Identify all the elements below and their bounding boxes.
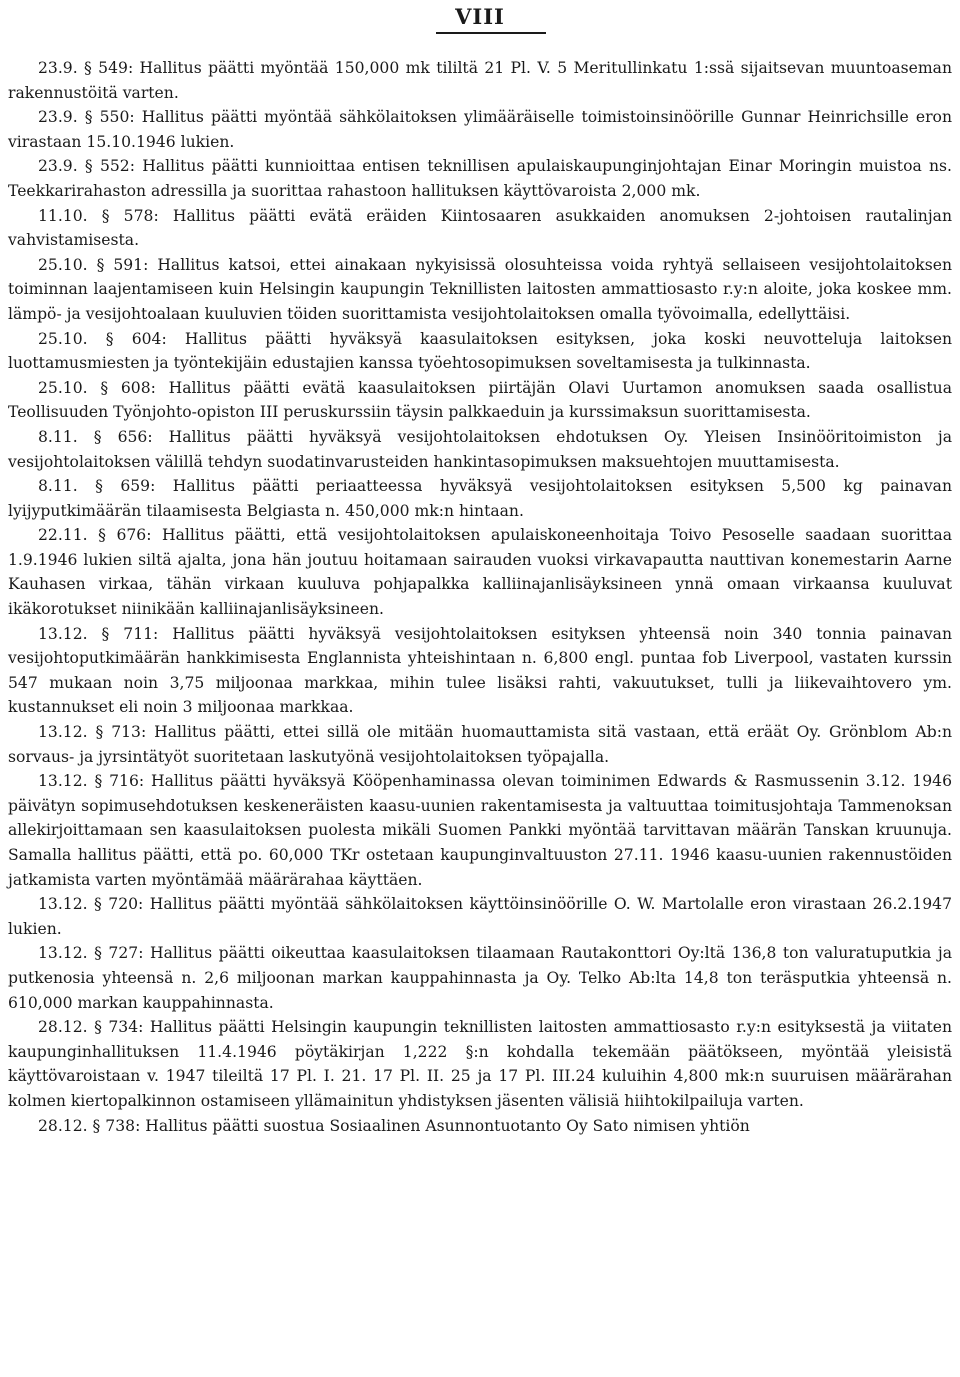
entry-paragraph: 11.10. § 578: Hallitus päätti evätä eräiden Kiintosaaren asukkaiden anomuksen 2-johtoisen rautalinjan vahvistamisesta. — [8, 206, 952, 250]
entry-paragraph: 25.10. § 591: Hallitus katsoi, ettei ainakaan nykyisissä olosuhteissa voida ryhtyä sellaiseen vesijohtolaitoksen toiminnan laajentamiseen kuin Helsingin kaupungin Teknillisten laitosten ammattiosasto r.y:n aloite, joka koskee mm. lämpö- ja vesijohtoalaan kuuluvien töiden suorittamista vesijohtolaitoksen omalla työvoimalla, edellyttäisi. — [8, 255, 952, 323]
entries-list — [8, 56, 952, 1138]
entry-paragraph: 28.12. § 738: Hallitus päätti suostua Sosiaalinen Asunnontuotanto Oy Sato nimisen yhtiön — [38, 1116, 750, 1135]
entry-paragraph: 8.11. § 659: Hallitus päätti periaatteessa hyväksyä vesijohtolaitoksen esityksen 5,500 kg painavan lyijyputkimäärän tilaamisesta Belgiasta n. 450,000 mk:n hintaan. — [8, 477, 952, 520]
entry-paragraph: 8.11. § 656: Hallitus päätti hyväksyä vesijohtolaitoksen ehdotuksen Oy. Yleisen Insinööritoimiston ja vesijohtolaitoksen välillä tehdyn suodatinvarusteiden hankintasopimuksen maksuehtojen muuttamisesta. — [8, 427, 952, 471]
entry-paragraph: 25.10. § 608: Hallitus päätti evätä kaasulaitoksen piirtäjän Olavi Uurtamon anomuksen saada osallistua Teollisuuden Työnjohto-opiston III peruskurssiin täysin palkkaeduin ja kurssimaksun suorittamisesta. — [8, 378, 952, 422]
entry-paragraph: 22.11. § 676: Hallitus päätti, että vesijohtolaitoksen apulaiskoneenhoitaja Toivo Pesoselle saadaan suorittaa 1.9.1946 lukien siltä ajalta, jona hän joutuu hoitamaan sairauden vuoksi virkavapautta nauttivan konemestarin Aarne Kauhasen virkaa, tähän virkaan kuuluva pohjapalkka kalliinajanlisäyksineen ynnä omaan virkaansa kuuluvat ikäkorotukset niinikään kalliinajanlisäyksineen. — [8, 526, 952, 619]
page-number: VIII — [455, 4, 505, 29]
header-rule — [436, 32, 546, 34]
entry-paragraph: 23.9. § 552: Hallitus päätti kunnioittaa entisen teknillisen apulaiskaupunginjohtajan Einar Moringin muistoa ns. Teekkarirahaston adressilla ja suorittaa rahastoon hallituksen käyttövaroista 2,000 mk. — [8, 157, 952, 200]
entry-paragraph: 13.12. § 713: Hallitus päätti, ettei sillä ole mitään huomauttamista sitä vastaan, että eräät Oy. Grönblom Ab:n sorvaus- ja jyrsintätyöt suoritetaan laskutyönä vesijohtolaitoksen työpajalla. — [8, 723, 952, 766]
entry-paragraph: 13.12. § 711: Hallitus päätti hyväksyä vesijohtolaitoksen esityksen yhteensä noin 340 tonnia painavan vesijohtoputkimäärän hankkimisesta Englannista yhteishintaan n. 6,800 engl. puntaa fob Liverpool, vastaten kurssin 547 mukaan noin 3,75 miljoonaa markkaa, mihin tulee lisäksi rahti, vakuutukset, tulli ja liikevaihtovero ym. kustannukset eli noin 3 miljoonaa markkaa. — [8, 624, 952, 717]
entry-paragraph: 13.12. § 716: Hallitus päätti hyväksyä Kööpenhaminassa olevan toiminimen Edwards & Rasmussenin 3.12. 1946 päivätyn sopimusehdotuksen keskeneräisten kaasu-uunien rakentamisesta ja valtuuttaa toimitusjohtaja Tammenoksan allekirjoittamaan sen kaasulaitoksen puolesta mikäli Suomen Pankki myöntää tarvittavan määrän Tanskan kruunuja. Samalla hallitus päätti, että po. 60,000 TKr ostetaan kaupunginvaltuuston 27.11. 1946 kaasu-uunien rakennustöiden jatkamista varten myöntämää määrärahaa käyttäen. — [8, 772, 952, 889]
entry-paragraph: 13.12. § 720: Hallitus päätti myöntää sähkölaitoksen käyttöinsinöörille O. W. Martolalle eron virastaan 26.2.1947 lukien. — [8, 895, 952, 938]
entry-paragraph: 25.10. § 604: Hallitus päätti hyväksyä kaasulaitoksen esityksen, joka koski neuvotteluja laitoksen luottamusmiesten ja työntekijäin edustajien kanssa työehtosopimuksen soveltamisesta ja tulkinnasta. — [8, 329, 952, 373]
entry-paragraph: 28.12. § 734: Hallitus päätti Helsingin kaupungin teknillisten laitosten ammattiosasto r.y:n esityksestä ja viitaten kaupunginhallituksen 11.4.1946 pöytäkirjan 1,222 §:n kohdalla tekemään päätökseen, myöntää yleisistä käyttövaroistaan v. 1947 tileiltä 17 Pl. I. 21. 17 Pl. II. 25 ja 17 Pl. III.24 kuluihin 4,800 mk:n suuruisen määrärahan kolmen kiertopalkinnon ostamiseen yllämainitun yhdistyksen jäsenten välisiä hiihtokilpailuja varten. — [8, 1018, 952, 1110]
entry-paragraph: 23.9. § 550: Hallitus päätti myöntää sähkölaitoksen ylimääräiselle toimistoinsinöörille Gunnar Heinrichsille eron virastaan 15.10.1946 lukien. — [8, 108, 952, 151]
entry-paragraph: 13.12. § 727: Hallitus päätti oikeuttaa kaasulaitoksen tilaamaan Rautakonttori Oy:ltä 136,8 ton valuratuputkia ja putkenosia yhteensä n. 2,6 miljoonan markan kauppahinnasta ja Oy. Telko Ab:lta 14,8 ton teräsputkia yhteensä n. 610,000 markan kauppahinnasta. — [8, 944, 952, 1012]
entry-paragraph: 23.9. § 549: Hallitus päätti myöntää 150,000 mk tililtä 21 Pl. V. 5 Meritullinkatu 1:ssä sijaitsevan muuntoaseman rakennustöitä varten. — [8, 59, 952, 102]
